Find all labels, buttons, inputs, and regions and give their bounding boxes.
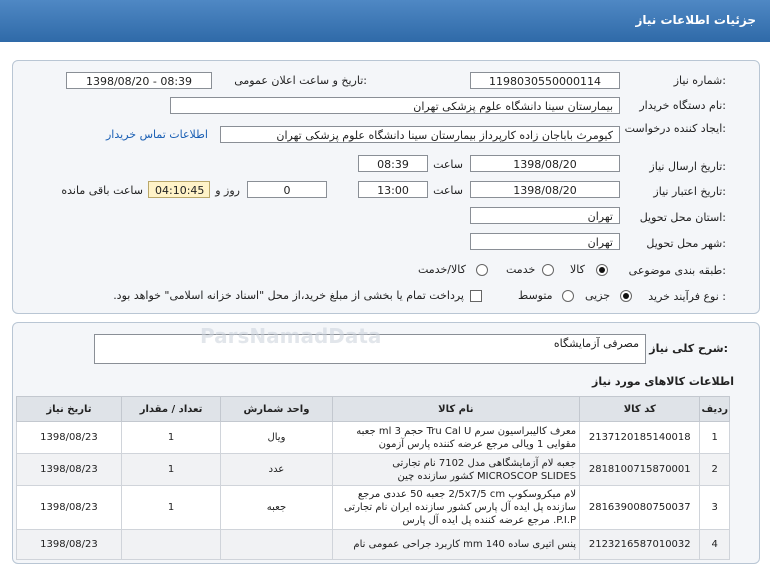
valid-date-field[interactable]: 1398/08/20 <box>470 181 620 198</box>
treasury-payment-text: پرداخت تمام یا بخشی از مبلغ خرید،از محل "اسناد خزانه اسلامی" خواهد بود. <box>113 289 464 302</box>
buyer-field[interactable]: بیمارستان سینا دانشگاه علوم پزشکی تهران <box>170 97 620 114</box>
category-label: طبقه بندی موضوعی: <box>628 264 726 277</box>
cell-date: 1398/08/23 <box>17 530 122 560</box>
cell-name: معرف کالیبراسیون سرم Tru Cal U حجم 3 ml جعبه مقوایی 1 ویالی مرجع عرضه کننده پارس آزمون <box>332 422 579 454</box>
goods-table <box>16 396 730 560</box>
days-label: روز و <box>215 184 240 197</box>
remaining-label: ساعت باقی مانده <box>61 184 143 197</box>
description-label: شرح کلی نیاز: <box>649 342 728 355</box>
need-number-field[interactable]: 1198030550000114 <box>470 72 620 89</box>
cell-qty: 1 <box>121 422 220 454</box>
treasury-payment-checkbox[interactable] <box>470 290 482 302</box>
city-label: شهر محل تحویل: <box>646 237 726 250</box>
cell-row: 4 <box>700 530 730 560</box>
valid-time-label: ساعت <box>433 184 463 197</box>
process-minor-radio[interactable] <box>620 290 632 302</box>
cell-unit: ویال <box>221 422 332 454</box>
process-medium-radio[interactable] <box>562 290 574 302</box>
remaining-time-field[interactable]: 04:10:45 <box>148 181 210 198</box>
cell-code: 2137120185140018 <box>580 422 700 454</box>
cell-unit: عدد <box>221 454 332 486</box>
creator-label: ایجاد کننده درخواست: <box>624 122 726 135</box>
cell-name: پنس اتیری ساده 140 mm کاربرد جراحی عمومی نام <box>332 530 579 560</box>
col-unit: واحد شمارش <box>221 397 332 422</box>
send-time-label: ساعت <box>433 158 463 171</box>
cell-qty: 1 <box>121 486 220 530</box>
buyer-label: نام دستگاه خریدار: <box>639 99 726 112</box>
cell-code: 2818100715870001 <box>580 454 700 486</box>
cell-date: 1398/08/23 <box>17 454 122 486</box>
buyer-contact-link[interactable]: اطلاعات تماس خریدار <box>106 128 208 141</box>
table-row[interactable] <box>17 486 730 530</box>
cell-name: جعبه لام آزمایشگاهی مدل 7102 نام تجارتی MICROSCOP SLIDES کشور سازنده چین <box>332 454 579 486</box>
category-service-label: خدمت <box>506 263 536 276</box>
watermark: ParsNamadData <box>200 324 382 348</box>
announce-label: تاریخ و ساعت اعلان عمومی: <box>234 74 367 87</box>
valid-time-field[interactable]: 13:00 <box>358 181 428 198</box>
city-field[interactable]: تهران <box>470 233 620 250</box>
cell-code: 2123216587010032 <box>580 530 700 560</box>
cell-unit: جعبه <box>221 486 332 530</box>
need-number-label: شماره نیاز: <box>673 74 726 87</box>
cell-row: 1 <box>700 422 730 454</box>
process-minor-label: جزیی <box>585 289 611 302</box>
cell-date: 1398/08/23 <box>17 486 122 530</box>
process-label: نوع فرآیند خرید : <box>648 290 726 303</box>
cell-name: لام میکروسکوپ 2/5x7/5 cm جعبه 50 عددی مرجع سازنده پل ایده آل پارس کشور سازنده ایران نام تجارتی P.I.P. مرجع عرضه کننده پل ایده آل پارس <box>332 486 579 530</box>
goods-table-header <box>17 397 730 422</box>
province-label: استان محل تحویل: <box>639 211 726 224</box>
category-service-radio[interactable] <box>542 264 554 276</box>
remaining-days-field[interactable]: 0 <box>247 181 327 198</box>
page-title: جزئیات اطلاعات نیاز <box>635 13 756 27</box>
table-row[interactable] <box>17 422 730 454</box>
category-both-label: کالا/خدمت <box>418 263 466 276</box>
category-goods-radio[interactable] <box>596 264 608 276</box>
cell-date: 1398/08/23 <box>17 422 122 454</box>
send-date-field[interactable]: 1398/08/20 <box>470 155 620 172</box>
announce-field[interactable]: 1398/08/20 - 08:39 <box>66 72 212 89</box>
col-row: ردیف <box>700 397 730 422</box>
page-header <box>0 0 770 42</box>
valid-date-label: تاریخ اعتبار نیاز: <box>653 185 726 198</box>
creator-field[interactable]: کیومرث باباجان زاده کارپرداز بیمارستان سینا دانشگاه علوم پزشکی تهران <box>220 126 620 143</box>
col-name: نام کالا <box>332 397 579 422</box>
cell-row: 2 <box>700 454 730 486</box>
col-date: تاریخ نیاز <box>17 397 122 422</box>
category-both-radio[interactable] <box>476 264 488 276</box>
description-field[interactable]: مصرفی آزمایشگاه <box>94 334 646 364</box>
col-code: کد کالا <box>580 397 700 422</box>
process-medium-label: متوسط <box>518 289 553 302</box>
col-qty: تعداد / مقدار <box>121 397 220 422</box>
cell-code: 2816390080750037 <box>580 486 700 530</box>
province-field[interactable]: تهران <box>470 207 620 224</box>
send-time-field[interactable]: 08:39 <box>358 155 428 172</box>
category-goods-label: کالا <box>570 263 585 276</box>
cell-qty: 1 <box>121 454 220 486</box>
goods-section-title: اطلاعات کالاهای مورد نیاز <box>592 375 734 388</box>
cell-row: 3 <box>700 486 730 530</box>
send-date-label: تاریخ ارسال نیاز: <box>649 160 726 173</box>
table-row[interactable] <box>17 454 730 486</box>
